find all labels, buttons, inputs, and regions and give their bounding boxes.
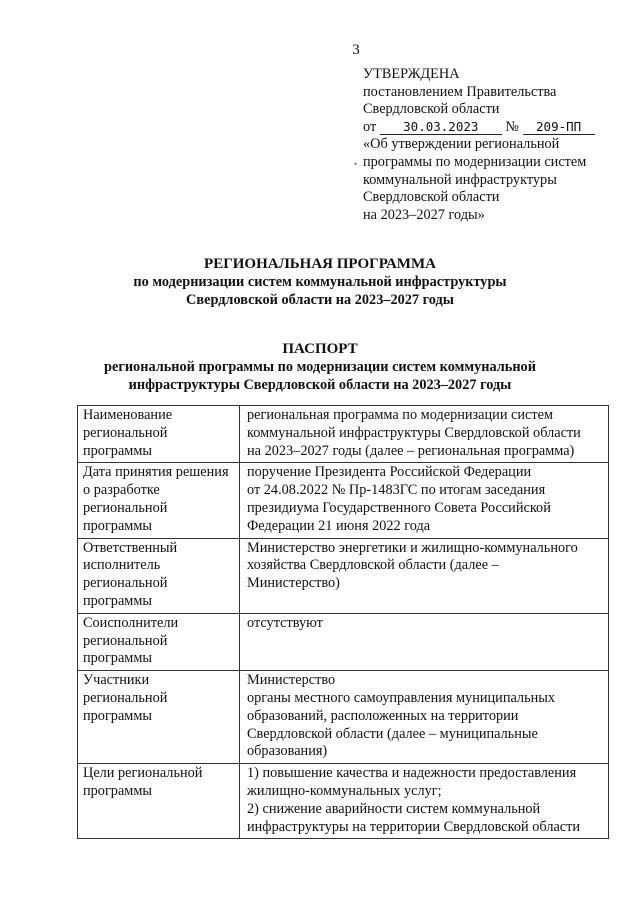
- passport-row-value-line: образования): [247, 743, 328, 760]
- passport-row: [78, 613, 609, 670]
- passport-title-line: инфраструктуры Свердловской области на 2023–2027 годы: [128, 377, 512, 393]
- from-label: от: [363, 118, 377, 135]
- program-title-line: по модернизации систем коммунальной инфраструктуры: [133, 274, 507, 290]
- passport-row-value-line: Министерство: [247, 672, 336, 689]
- passport-row-name-line: исполнитель: [83, 557, 161, 574]
- passport-row-value-line: инфраструктуры на территории Свердловской области: [247, 818, 581, 835]
- passport-row: [78, 764, 609, 839]
- passport-row: [78, 538, 609, 613]
- passport-row-value-line: отсутствуют: [247, 614, 323, 631]
- passport-row-name-line: Участники: [83, 672, 150, 689]
- passport-row-value-line: на 2023–2027 годы (далее – региональная программа): [247, 442, 575, 459]
- passport-row-value: [240, 406, 609, 463]
- program-title-main: РЕГИОНАЛЬНАЯ ПРОГРАММА: [204, 256, 436, 272]
- passport-row-name: [78, 538, 240, 613]
- passport-row-value-line: 1) повышение качества и надежности предоставления: [247, 765, 577, 782]
- passport-row-value-line: президиума Государственного Совета Российской: [247, 499, 551, 516]
- passport-row-name-line: программы: [83, 650, 153, 667]
- passport-row-name: [78, 613, 240, 670]
- passport-row-value-line: Свердловской области (далее – муниципальные: [247, 725, 538, 742]
- passport-row: [78, 671, 609, 764]
- passport-row-name: [78, 671, 240, 764]
- passport-row: [78, 463, 609, 538]
- page-number: 3: [352, 42, 360, 58]
- approval-subject-line: программы по модернизации систем: [363, 153, 587, 170]
- approval-line: постановлением Правительства: [363, 83, 557, 100]
- passport-row-name-line: Дата принятия решения: [83, 464, 229, 481]
- passport-row-name-line: региональной: [83, 632, 168, 649]
- passport-row-name-line: Ответственный: [83, 539, 178, 556]
- passport-row-value-line: Министерство энергетики и жилищно-коммунального: [247, 539, 578, 556]
- approval-subject-line: Свердловской области: [363, 189, 500, 206]
- passport-row-value-line: органы местного самоуправления муниципальных: [247, 689, 555, 706]
- passport-row-name-line: программы: [83, 592, 153, 609]
- approval-date-number-line: [363, 119, 595, 137]
- approval-heading: УТВЕРЖДЕНА: [363, 66, 460, 82]
- passport-title-main: ПАСПОРТ: [282, 341, 358, 357]
- program-title: [0, 256, 640, 309]
- passport-row-name-line: Цели региональной: [83, 765, 203, 782]
- passport-row-name-line: о разработке: [83, 482, 160, 499]
- passport-row-value: [240, 671, 609, 764]
- passport-row-value-line: жилищно-коммунальных услуг;: [247, 782, 442, 799]
- passport-row-value: [240, 463, 609, 538]
- passport-row-name-line: программы: [83, 442, 153, 459]
- passport-row-value: [240, 764, 609, 839]
- approval-date: 30.03.2023: [380, 120, 502, 135]
- passport-row: [78, 406, 609, 463]
- passport-row-name-line: программы: [83, 707, 153, 724]
- passport-row-name-line: региональной: [83, 575, 168, 592]
- approval-subject-line: «Об утверждении региональной: [363, 136, 560, 153]
- approval-line: Свердловской области: [363, 101, 500, 118]
- passport-row-value-line: Федерации 21 июня 2022 года: [247, 517, 431, 534]
- passport-row-name-line: Соисполнители: [83, 614, 179, 631]
- passport-row-value-line: 2) снижение аварийности систем коммунальной: [247, 800, 541, 817]
- passport-row-value-line: коммунальной инфраструктуры Свердловской области: [247, 424, 581, 441]
- passport-row-name: [78, 764, 240, 839]
- passport-row-value-line: Министерство): [247, 575, 340, 592]
- passport-row-name-line: программы: [83, 782, 153, 799]
- approval-subject-line: коммунальной инфраструктуры: [363, 171, 557, 188]
- approval-stamp: [363, 66, 595, 224]
- passport-title: [0, 341, 640, 394]
- passport-row-value: [240, 538, 609, 613]
- passport-row-name-line: региональной: [83, 424, 168, 441]
- passport-row-name-line: региональной: [83, 499, 168, 516]
- passport-row-name: [78, 406, 240, 463]
- passport-title-line: региональной программы по модернизации систем коммунальной: [104, 359, 536, 375]
- passport-row-value-line: образований, расположенных на территории: [247, 707, 519, 724]
- passport-row-name-line: региональной: [83, 689, 168, 706]
- passport-row-value-line: региональная программа по модернизации систем: [247, 407, 554, 423]
- passport-row-value-line: поручение Президента Российской Федерации: [247, 464, 532, 481]
- approval-subject-line: на 2023–2027 годы»: [363, 206, 485, 223]
- program-title-line: Свердловской области на 2023–2027 годы: [186, 292, 454, 308]
- passport-row-value: [240, 613, 609, 670]
- passport-table: [77, 405, 609, 839]
- number-label: №: [505, 118, 520, 135]
- passport-row-name: [78, 463, 240, 538]
- passport-row-name-line: программы: [83, 517, 153, 534]
- margin-dot: •: [354, 159, 358, 169]
- passport-row-value-line: от 24.08.2022 № Пр-1483ГС по итогам заседания: [247, 482, 546, 499]
- approval-number: 209-ПП: [523, 120, 595, 135]
- passport-row-name-line: Наименование: [83, 407, 173, 423]
- passport-row-value-line: хозяйства Свердловской области (далее –: [247, 557, 499, 574]
